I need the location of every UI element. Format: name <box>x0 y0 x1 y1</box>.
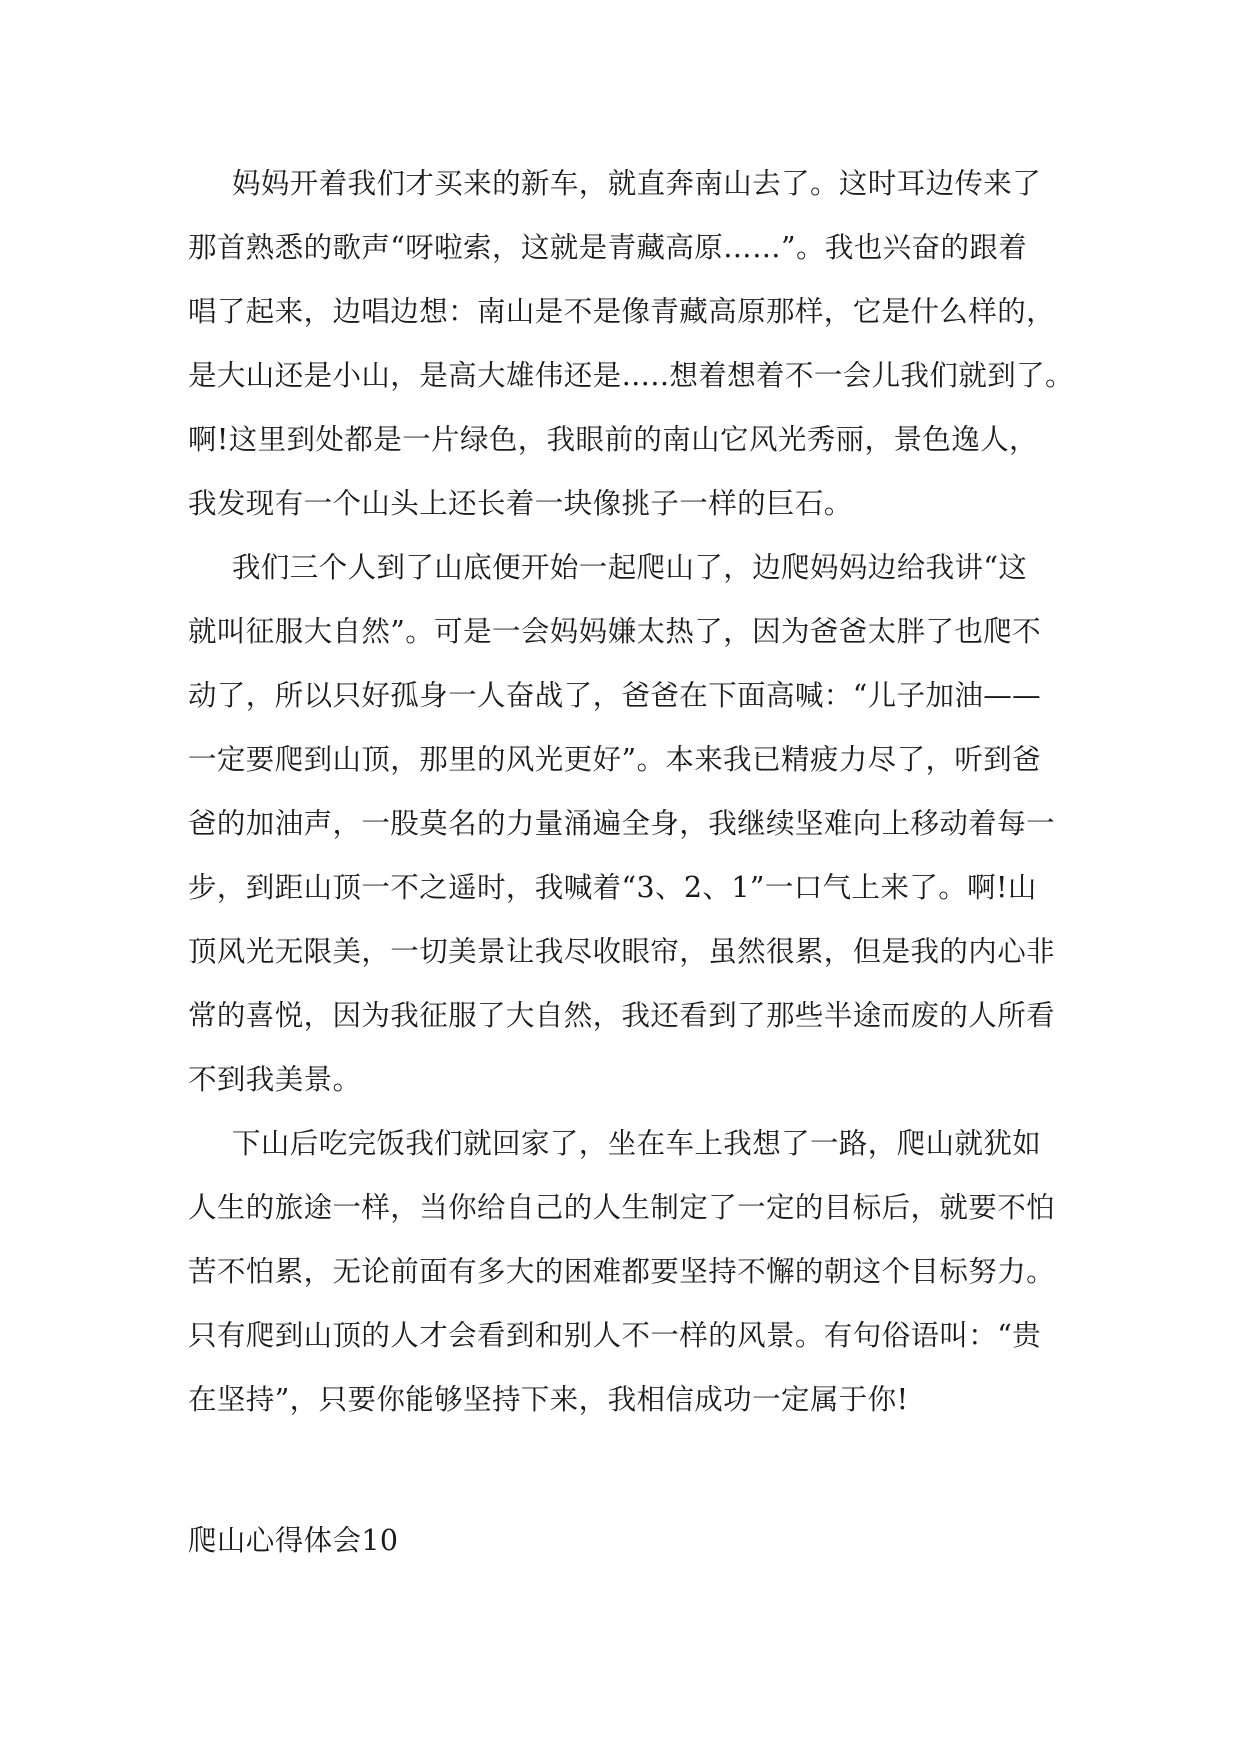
text-line: 只有爬到山顶的人才会看到和别人不一样的风景。有句俗语叫：“贵 <box>188 1319 1042 1352</box>
text-line: 是大山还是小山，是高大雄伟还是…..想着想着不一会儿我们就到了。 <box>188 359 1074 392</box>
text-line: 啊!这里到处都是一片绿色，我眼前的南山它风光秀丽，景色逸人， <box>188 423 1038 456</box>
text-line: 妈妈开着我们才买来的新车，就直奔南山去了。这时耳边传来了 <box>232 167 1042 200</box>
section-heading: 爬山心得体会10 <box>188 1524 399 1557</box>
paragraph-2 <box>188 536 1068 1112</box>
paragraph-3 <box>188 1112 1068 1432</box>
text-line: 步，到距山顶一不之遥时，我喊着“3、2、1”一口气上来了。啊!山 <box>188 871 1037 904</box>
text-line: 唱了起来，边唱边想：南山是不是像青藏高原那样，它是什么样的， <box>188 295 1056 328</box>
text-line: 爸的加油声，一股莫名的力量涌遍全身，我继续坚难向上移动着每一 <box>188 807 1056 840</box>
paragraph-1 <box>188 152 1074 536</box>
document-body <box>188 152 1074 1432</box>
text-line: 在坚持”，只要你能够坚持下来，我相信成功一定属于你! <box>188 1383 909 1416</box>
text-line: 一定要爬到山顶，那里的风光更好”。本来我已精疲力尽了，听到爸 <box>188 743 1042 776</box>
text-line: 我们三个人到了山底便开始一起爬山了，边爬妈妈边给我讲“这 <box>232 551 1028 584</box>
text-line: 苦不怕累，无论前面有多大的困难都要坚持不懈的朝这个目标努力。 <box>188 1255 1056 1288</box>
text-line: 动了，所以只好孤身一人奋战了，爸爸在下面高喊：“儿子加油—— <box>188 679 1042 712</box>
text-line: 人生的旅途一样，当你给自己的人生制定了一定的目标后，就要不怕 <box>188 1191 1056 1224</box>
text-line: 我发现有一个山头上还长着一块像挑子一样的巨石。 <box>188 487 853 520</box>
text-line: 就叫征服大自然”。可是一会妈妈嫌太热了，因为爸爸太胖了也爬不 <box>188 615 1042 648</box>
text-line: 那首熟悉的歌声“呀啦索，这就是青藏高原……”。我也兴奋的跟着 <box>188 231 1028 264</box>
text-line: 不到我美景。 <box>188 1063 362 1096</box>
text-line: 下山后吃完饭我们就回家了，坐在车上我想了一路，爬山就犹如 <box>232 1127 1042 1160</box>
text-line: 常的喜悦，因为我征服了大自然，我还看到了那些半途而废的人所看 <box>188 999 1056 1032</box>
text-line: 顶风光无限美，一切美景让我尽收眼帘，虽然很累，但是我的内心非 <box>188 935 1056 968</box>
